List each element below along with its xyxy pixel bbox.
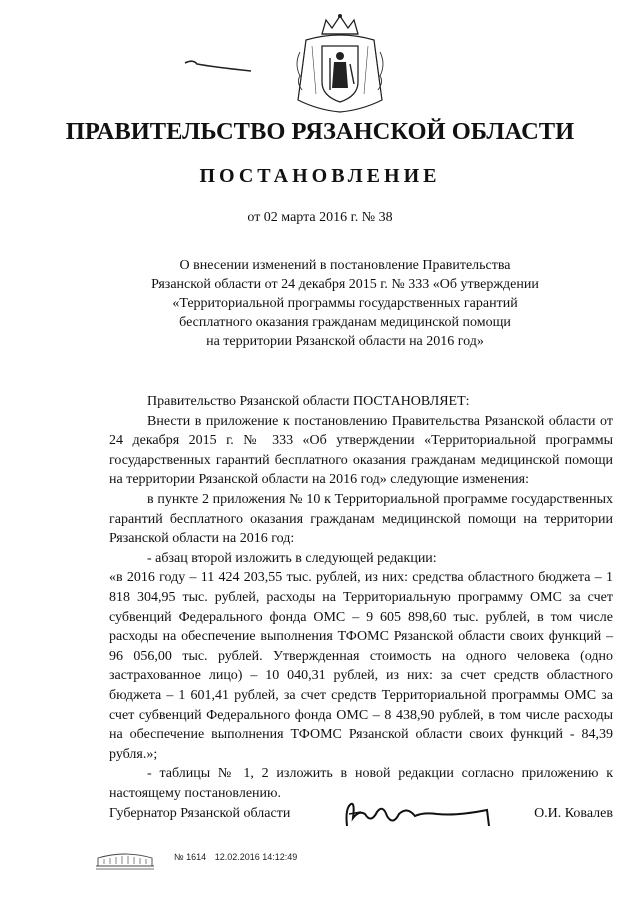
registration-stamp-icon [94, 848, 156, 870]
amendment-quote: «в 2016 году – 11 424 203,55 тыс. рублей, из них: средства областного бюджета – 1 818 304,95 тыс. рублей, расходы на Территориальную программу ОМС за счет субвенций Федерального фонда ОМС – 9 605 898,60 тыс. рублей, в том числе расходы на обеспечение выполнения ТФОМС Рязанской области своих функций – 96 056,00 тыс. рублей. Утвержденная стоимость на одного человека (одно застрахованное лицо) – 10 040,31 рублей, из них: за счет средств областного бюджета – 1 601,41 рублей, за счет средств Территориальной программы ОМС за счет субвенций Федерального фонда ОМС – 8 438,90 рублей, в том числе расходы на обеспечение выполнения ТФОМС Рязанской области своих функций - 84,39 рубля.»; [109, 570, 613, 762]
handwritten-signature [337, 796, 497, 832]
amendment-paragraph: в пункте 2 приложения № 10 к Территориальной программе государственных гарантий бесплатного оказания гражданам медицинской помощи на территории Рязанской области на 2016 год: [109, 491, 613, 547]
amendment-paragraph: - таблицы № 1, 2 изложить в новой редакции согласно приложению к настоящему постановлению. [109, 766, 613, 801]
document-date-number: от 02 марта 2016 г. № 38 [247, 210, 393, 225]
ryazan-coat-of-arms-icon [292, 12, 388, 116]
document-body [109, 392, 613, 803]
registration-timestamp: 12.02.2016 14:12:49 [214, 852, 298, 862]
signatory-name: О.И. Ковалев [534, 806, 613, 821]
subject-line: Рязанской области от 24 декабря 2015 г. № 333 «Об утверждении [151, 277, 539, 292]
document-subject [150, 256, 540, 351]
document-type: ПОСТАНОВЛЕНИЕ [199, 165, 441, 187]
registration-number: № 1614 [174, 852, 207, 862]
signature-block [109, 796, 613, 836]
subject-line: на территории Рязанской области на 2016 год» [206, 334, 484, 349]
amendment-paragraph: - абзац второй изложить в следующей редакции: [147, 550, 437, 566]
subject-line: «Территориальной программы государственных гарантий [172, 296, 518, 311]
signatory-position: Губернатор Рязанской области [109, 806, 291, 821]
amendment-paragraph: Внести в приложение к постановлению Правительства Рязанской области от 24 декабря 2015 г. № 333 «Об утверждении «Территориальной программы государственных гарантий бесплатного оказания гражданам медицинской помощи на территории Рязанской области на 2016 год» следующие изменения: [109, 413, 613, 488]
subject-line: бесплатного оказания гражданам медицинской помощи [179, 315, 511, 330]
subject-line: О внесении изменений в постановление Правительства [179, 258, 511, 273]
government-title: ПРАВИТЕЛЬСТВО РЯЗАНСКОЙ ОБЛАСТИ [65, 118, 575, 145]
pen-mark [183, 55, 253, 75]
resolution-intro: Правительство Рязанской области ПОСТАНОВЛЯЕТ: [147, 394, 470, 409]
registration-info [174, 852, 303, 862]
